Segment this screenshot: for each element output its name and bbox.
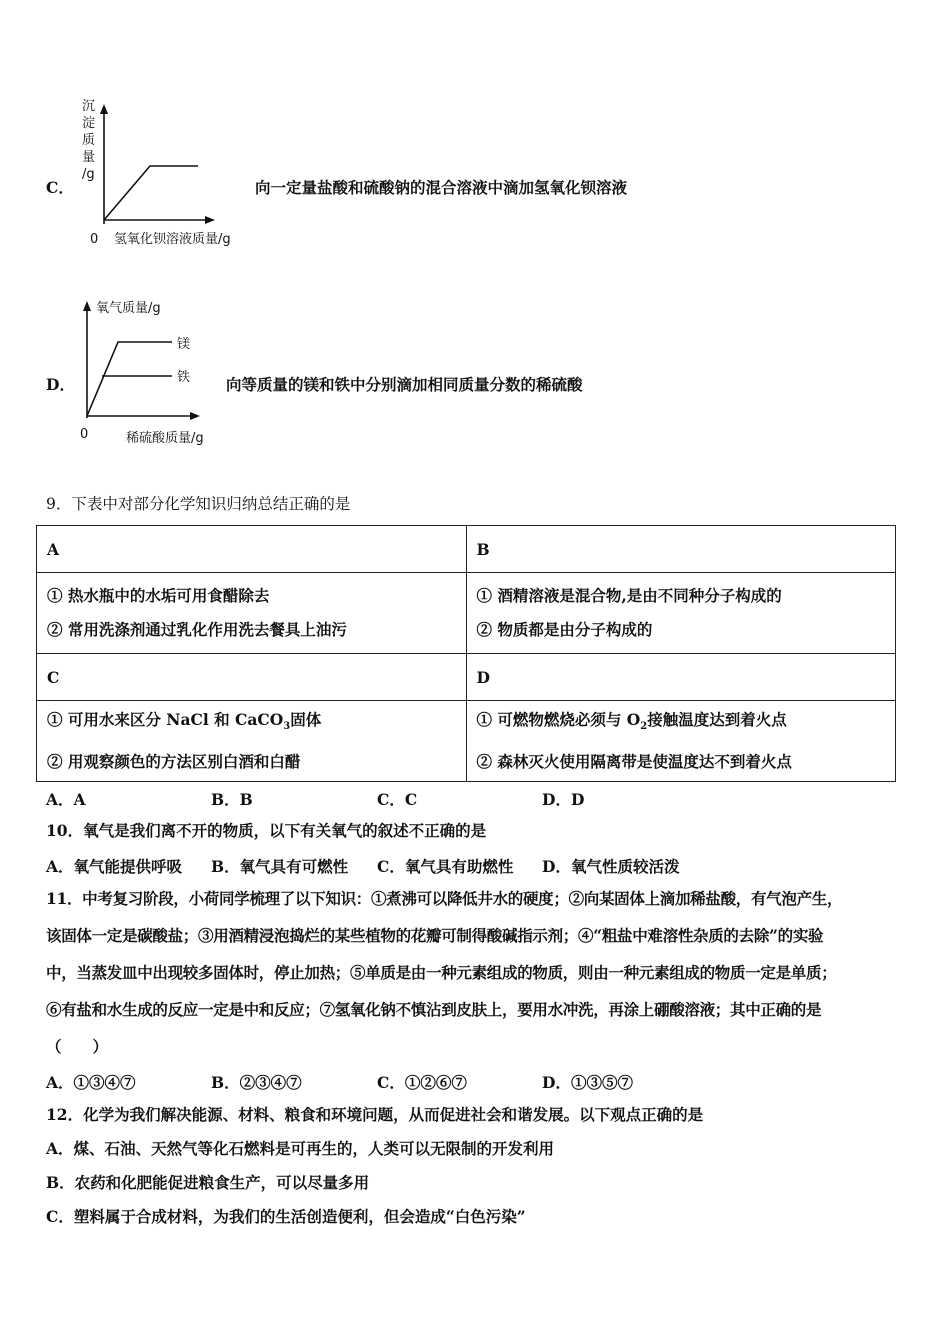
- graph-d-svg: [78, 296, 228, 448]
- graph-d: [78, 296, 228, 448]
- graph-c-y-char: 质: [82, 133, 96, 148]
- table-cell-b: [466, 573, 896, 654]
- q9-choice-a[interactable]: A．A: [46, 790, 86, 809]
- option-d-description: 向等质量的镁和铁中分别滴加相同质量分数的稀硫酸: [226, 375, 583, 394]
- graph-c-y-char: 量: [82, 150, 96, 165]
- graph-d-x-label: 稀硫酸质量/g: [126, 431, 204, 446]
- table-cell-b-line1: ① 酒精溶液是混合物,是由不同种分子构成的: [476, 586, 782, 605]
- table-cell-b-line2: ② 物质都是由分子构成的: [476, 620, 653, 639]
- q11-choice-b[interactable]: B．②③④⑦: [211, 1073, 302, 1092]
- q9-stem: 9．下表中对部分化学知识归纳总结正确的是: [46, 495, 351, 513]
- q12-option-b[interactable]: B．农药和化肥能促进粮食生产，可以尽量多用: [46, 1173, 370, 1192]
- q9-choice-d[interactable]: D．D: [542, 790, 585, 809]
- table-cell-d-subscript: 2: [640, 721, 648, 733]
- graph-c: [78, 96, 258, 252]
- q10-choice-b[interactable]: B．氧气具有可燃性: [211, 857, 349, 876]
- q9-knowledge-table: [36, 525, 896, 782]
- q11-choice-a[interactable]: A．①③④⑦: [46, 1073, 136, 1092]
- graph-d-x-arrow-icon: [190, 412, 200, 420]
- table-cell-d-line1-tail: 接触温度达到着火点: [647, 710, 787, 730]
- graph-d-origin: 0: [80, 427, 89, 442]
- graph-c-y-arrow-icon: [100, 104, 108, 114]
- table-head-b: B: [466, 526, 896, 573]
- q11-answer-blank: （ ）: [46, 1037, 109, 1056]
- graph-d-y-arrow-icon: [83, 301, 91, 311]
- graph-c-y-label: [82, 98, 98, 183]
- table-cell-a: [37, 573, 467, 654]
- q11-choice-c[interactable]: C．①②⑥⑦: [377, 1073, 467, 1092]
- option-c-label: C．: [46, 178, 74, 197]
- table-cell-c-subscript: 3: [283, 721, 291, 733]
- table-cell-d-line2: ② 森林灭火使用隔离带是使温度达不到着火点: [476, 751, 792, 771]
- table-cell-d-line1: [477, 703, 886, 744]
- graph-d-y-label: 氧气质量/g: [96, 301, 161, 316]
- graph-c-x-arrow-icon: [205, 216, 215, 224]
- table-cell-c: [37, 701, 467, 782]
- q11-line: 该固体一定是碳酸盐；③用酒精浸泡捣烂的某些植物的花瓣可制得酸碱指示剂；④“粗盐中难溶性杂质的去除”的实验: [46, 926, 824, 945]
- table-cell-c-line1-tail: 固体: [290, 710, 322, 730]
- q12-option-a[interactable]: A．煤、石油、天然气等化石燃料是可再生的，人类可以无限制的开发利用: [46, 1139, 555, 1158]
- q9-choice-b[interactable]: B．B: [211, 790, 253, 809]
- graph-c-curve: [104, 166, 198, 220]
- table-cell-c-line2: ② 用观察颜色的方法区别白酒和白醋: [47, 751, 301, 771]
- q10-choice-a[interactable]: A．氧气能提供呼吸: [46, 857, 183, 876]
- graph-c-y-char: 淀: [82, 116, 96, 131]
- q9-choice-c[interactable]: C．C: [377, 790, 418, 809]
- graph-c-origin: 0: [90, 232, 99, 247]
- option-d-label: D．: [46, 375, 75, 394]
- table-cell-a-line1: ① 热水瓶中的水垢可用食醋除去: [47, 586, 270, 605]
- graph-c-y-char: /g: [82, 167, 95, 182]
- q10-choice-c[interactable]: C．氧气具有助燃性: [377, 857, 514, 876]
- table-cell-d-line1-text: ① 可燃物燃烧必须与 O: [476, 710, 641, 730]
- table-head-d: D: [466, 654, 896, 701]
- graph-c-x-label: 氢氧化钡溶液质量/g: [114, 232, 231, 247]
- table-head-a: A: [37, 526, 467, 573]
- graph-d-series-mg: 镁: [177, 337, 191, 352]
- q12-stem: 12．化学为我们解决能源、材料、粮食和环境问题，从而促进社会和谐发展。以下观点正确的是: [46, 1105, 704, 1124]
- q10-stem: 10．氧气是我们离不开的物质，以下有关氧气的叙述不正确的是: [46, 821, 487, 840]
- q11-choice-d[interactable]: D．①③⑤⑦: [542, 1073, 633, 1092]
- graph-d-series-fe: 铁: [177, 370, 191, 385]
- graph-d-curve-mg: [87, 342, 172, 416]
- graph-c-y-char: 沉: [82, 99, 96, 114]
- option-c-description: 向一定量盐酸和硫酸钠的混合溶液中滴加氢氧化钡溶液: [255, 178, 628, 197]
- table-cell-a-line2: ② 常用洗涤剂通过乳化作用洗去餐具上油污: [47, 620, 347, 639]
- table-cell-c-line1-text: ① 可用水来区分 NaCl 和 CaCO: [47, 710, 284, 730]
- q11-line: 中，当蒸发皿中出现较多固体时，停止加热；⑤单质是由一种元素组成的物质，则由一种元素组成的物质一定是单质；: [46, 963, 837, 982]
- q10-choice-d[interactable]: D．氧气性质较活泼: [542, 857, 680, 876]
- q11-line: 11．中考复习阶段，小荷同学梳理了以下知识：①煮沸可以降低井水的硬度；②向某固体上滴加稀盐酸，有气泡产生，: [46, 889, 843, 908]
- q11-line: ⑥有盐和水生成的反应一定是中和反应；⑦氢氧化钠不慎沾到皮肤上，要用水冲洗，再涂上硼酸溶液；其中正确的是: [46, 1000, 822, 1019]
- q12-option-c[interactable]: C．塑料属于合成材料，为我们的生活创造便利，但会造成“白色污染”: [46, 1207, 526, 1226]
- table-head-c: C: [37, 654, 467, 701]
- table-cell-c-line1: [47, 703, 456, 744]
- table-cell-d: [466, 701, 896, 782]
